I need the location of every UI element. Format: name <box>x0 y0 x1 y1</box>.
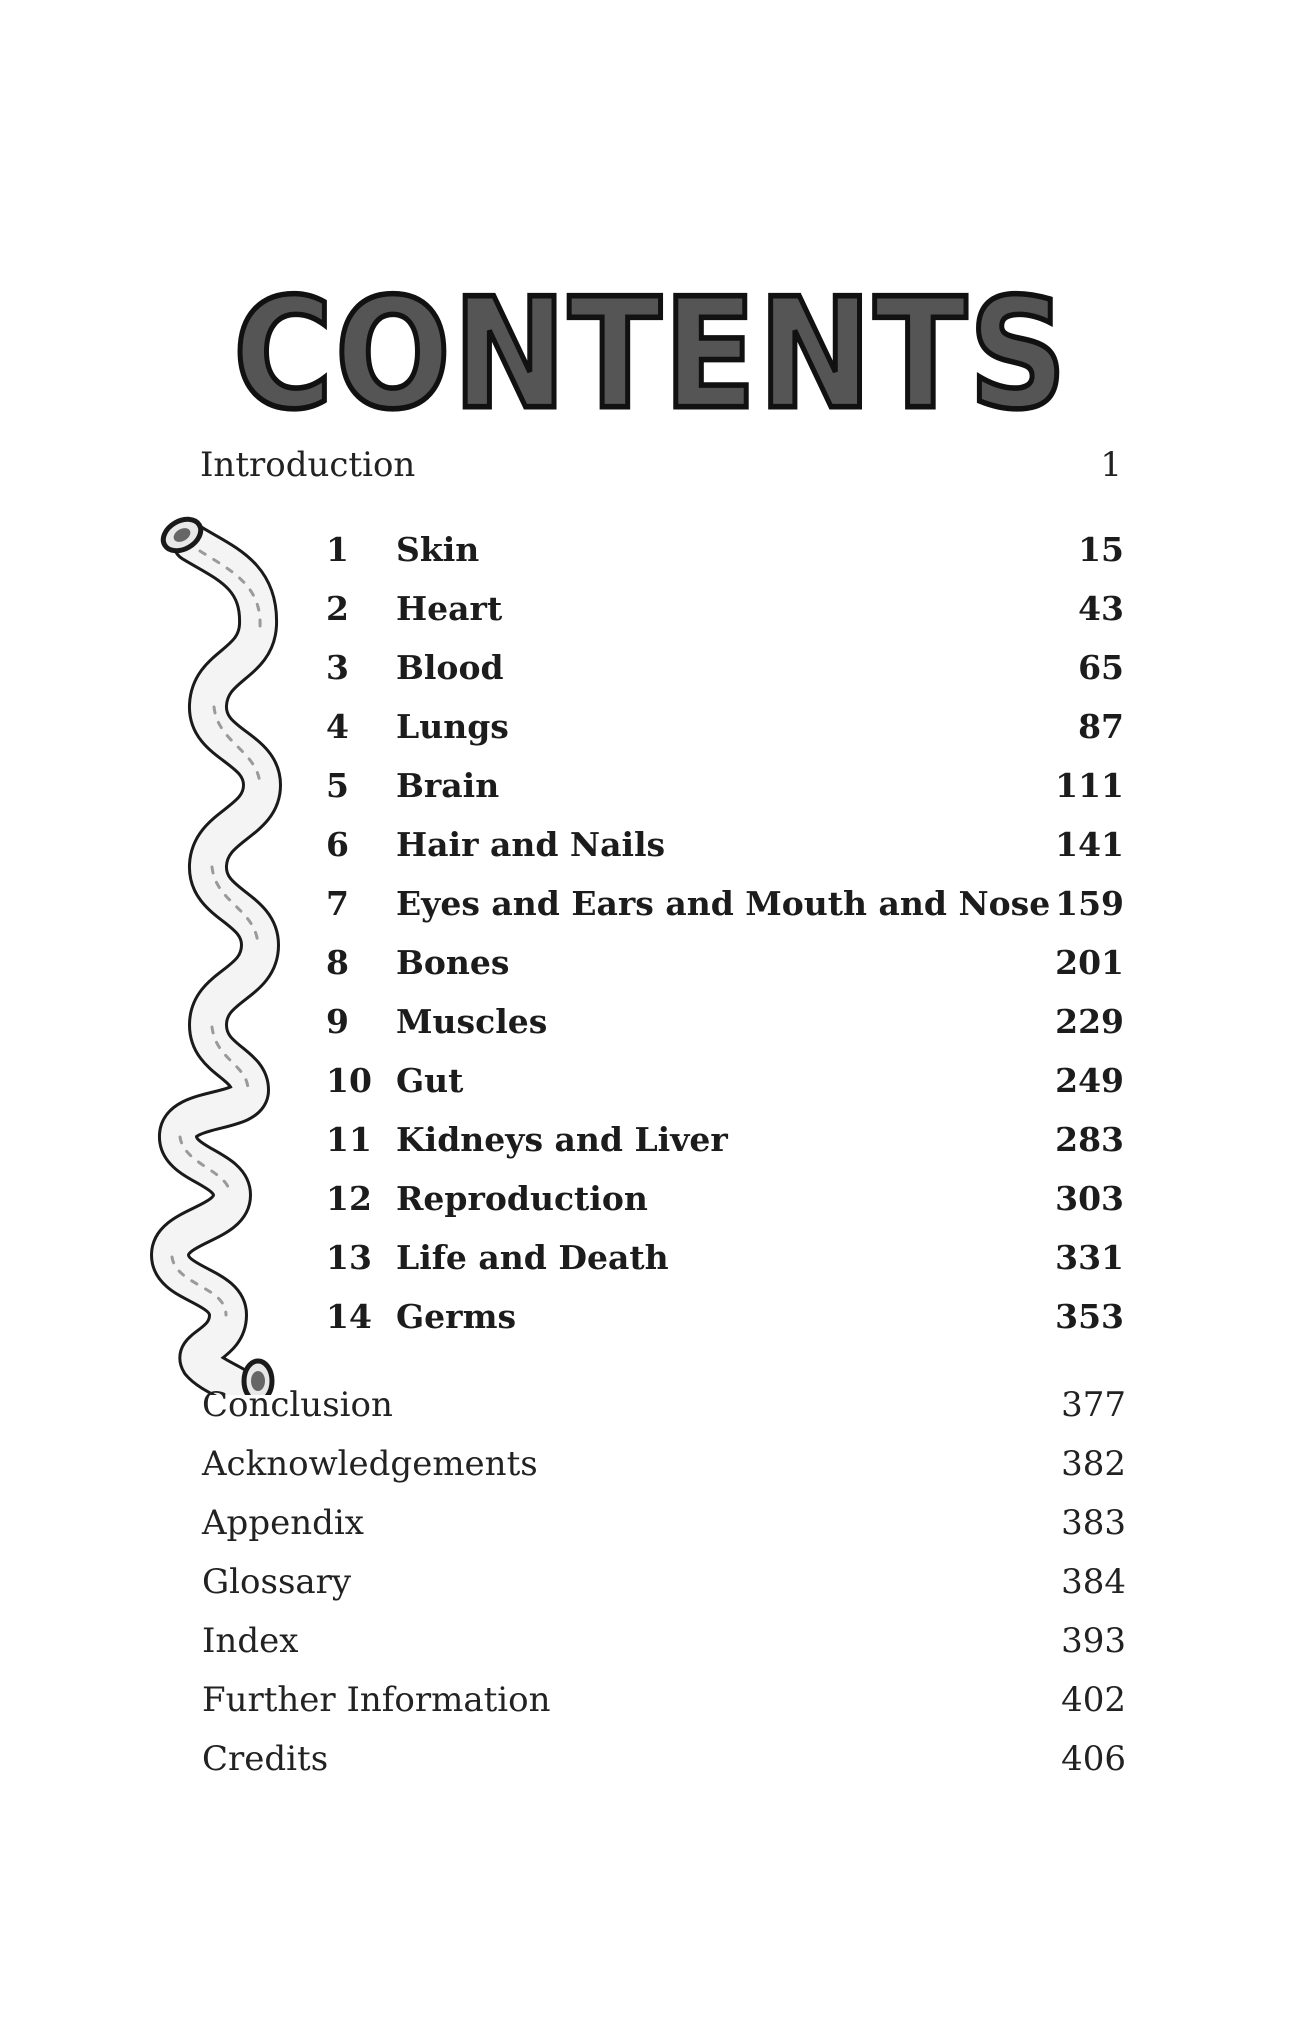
toc-entry-title: Appendix <box>202 1503 364 1543</box>
toc-entry-glossary[interactable] <box>202 1562 1126 1612</box>
chapter-page: 229 <box>1055 1002 1124 1041</box>
toc-entry-appendix[interactable] <box>202 1503 1126 1553</box>
toc-entry-title: Glossary <box>202 1562 352 1602</box>
toc-chapter-4[interactable] <box>326 707 1124 757</box>
chapter-title: Reproduction <box>396 1179 648 1218</box>
chapter-title: Life and Death <box>396 1238 669 1277</box>
toc-chapter-5[interactable] <box>326 766 1124 816</box>
chapter-number: 9 <box>326 1002 349 1041</box>
chapter-page: 159 <box>1055 884 1124 923</box>
toc-entry-credits[interactable] <box>202 1739 1126 1789</box>
chapter-title: Skin <box>396 530 480 569</box>
toc-chapter-10[interactable] <box>326 1061 1124 1111</box>
chapter-title: Muscles <box>396 1002 548 1041</box>
page-title: CONTENTS <box>233 266 1069 444</box>
toc-entry-index[interactable] <box>202 1621 1126 1671</box>
chapter-title: Hair and Nails <box>396 825 666 864</box>
chapter-title: Blood <box>396 648 504 687</box>
toc-chapter-13[interactable] <box>326 1238 1124 1288</box>
chapter-page: 111 <box>1055 766 1124 805</box>
toc-entry-page: 383 <box>1061 1503 1126 1543</box>
chapter-number: 4 <box>326 707 349 746</box>
chapter-page: 15 <box>1078 530 1124 569</box>
toc-entry-page: 393 <box>1061 1621 1126 1661</box>
toc-entry-title: Conclusion <box>202 1385 393 1425</box>
toc-entry-further-information[interactable] <box>202 1680 1126 1730</box>
chapter-title: Lungs <box>396 707 509 746</box>
toc-chapter-7[interactable] <box>326 884 1124 934</box>
toc-chapter-1[interactable] <box>326 530 1124 580</box>
chapter-page: 43 <box>1078 589 1124 628</box>
toc-chapter-12[interactable] <box>326 1179 1124 1229</box>
chapter-number: 6 <box>326 825 349 864</box>
toc-chapter-6[interactable] <box>326 825 1124 875</box>
chapter-page: 201 <box>1055 943 1124 982</box>
chapter-number: 2 <box>326 589 349 628</box>
intestine-illustration-icon <box>150 515 340 1395</box>
toc-entry-page: 377 <box>1061 1385 1126 1425</box>
chapter-page: 303 <box>1055 1179 1124 1218</box>
toc-entry-page: 406 <box>1061 1739 1126 1779</box>
toc-chapter-2[interactable] <box>326 589 1124 639</box>
toc-chapter-8[interactable] <box>326 943 1124 993</box>
toc-entry-page: 1 <box>1100 445 1122 485</box>
chapter-title: Gut <box>396 1061 464 1100</box>
chapter-number: 7 <box>326 884 349 923</box>
toc-chapter-9[interactable] <box>326 1002 1124 1052</box>
toc-entry-acknowledgements[interactable] <box>202 1444 1126 1494</box>
chapter-page: 65 <box>1078 648 1124 687</box>
chapter-title: Germs <box>396 1297 517 1336</box>
toc-chapter-11[interactable] <box>326 1120 1124 1170</box>
chapter-page: 331 <box>1055 1238 1124 1277</box>
toc-chapter-14[interactable] <box>326 1297 1124 1347</box>
chapter-page: 249 <box>1055 1061 1124 1100</box>
chapter-number: 5 <box>326 766 349 805</box>
chapter-number: 12 <box>326 1179 372 1218</box>
toc-entry-conclusion[interactable] <box>202 1385 1126 1435</box>
chapter-title: Bones <box>396 943 510 982</box>
chapter-page: 87 <box>1078 707 1124 746</box>
chapter-title: Heart <box>396 589 503 628</box>
chapter-number: 10 <box>326 1061 372 1100</box>
chapter-number: 3 <box>326 648 349 687</box>
chapter-title: Kidneys and Liver <box>396 1120 728 1159</box>
toc-chapter-3[interactable] <box>326 648 1124 698</box>
toc-entry-page: 382 <box>1061 1444 1126 1484</box>
chapter-number: 8 <box>326 943 349 982</box>
chapter-page: 353 <box>1055 1297 1124 1336</box>
toc-entry-title: Further Information <box>202 1680 551 1720</box>
chapter-number: 13 <box>326 1238 372 1277</box>
toc-entry-title: Index <box>202 1621 299 1661</box>
toc-entry-title: Acknowledgements <box>202 1444 538 1484</box>
chapter-page: 141 <box>1055 825 1124 864</box>
toc-entry-title: Credits <box>202 1739 329 1779</box>
chapter-number: 1 <box>326 530 349 569</box>
toc-entry-page: 402 <box>1061 1680 1126 1720</box>
toc-entry-introduction[interactable] <box>200 445 1122 495</box>
chapter-number: 14 <box>326 1297 372 1336</box>
chapter-number: 11 <box>326 1120 372 1159</box>
chapter-title: Eyes and Ears and Mouth and Nose <box>396 884 1051 923</box>
toc-entry-title: Introduction <box>200 445 416 485</box>
chapter-title: Brain <box>396 766 500 805</box>
toc-entry-page: 384 <box>1061 1562 1126 1602</box>
chapter-page: 283 <box>1055 1120 1124 1159</box>
